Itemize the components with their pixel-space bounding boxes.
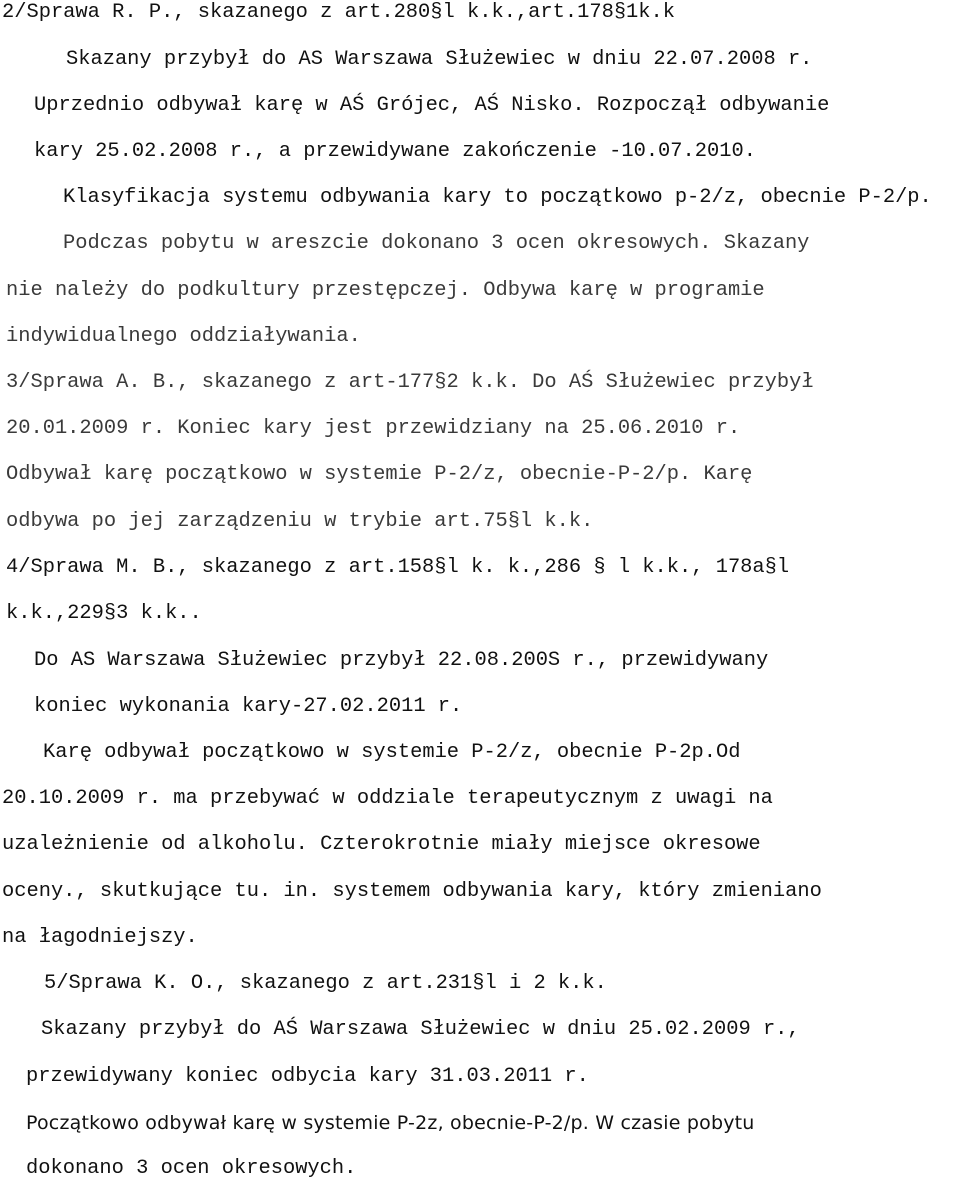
line-11: Odbywał karę początkowo w systemie P-2/z, obecnie-P-2/p. Karę xyxy=(6,463,753,486)
line-26: dokonano 3 ocen okresowych. xyxy=(26,1157,357,1180)
line-13: 4/Sprawa M. B., skazanego z art.158§l k. k.,286 § l k.k., 178a§l xyxy=(6,556,790,579)
line-17: Karę odbywał początkowo w systemie P-2/z, obecnie P-2p.Od xyxy=(43,741,741,764)
line-6: Podczas pobytu w areszcie dokonano 3 ocen okresowych. Skazany xyxy=(63,232,810,255)
line-14: k.k.,229§3 k.k.. xyxy=(6,602,202,625)
line-23: Skazany przybył do AŚ Warszawa Służewiec w dniu 25.02.2009 r., xyxy=(41,1018,800,1041)
line-24: przewidywany koniec odbycia kary 31.03.2011 r. xyxy=(26,1065,589,1088)
line-1: 2/Sprawa R. P., skazanego z art.280§l k.k.,art.178§1k.k xyxy=(2,1,676,24)
line-15: Do AS Warszawa Służewiec przybył 22.08.200S r., przewidywany xyxy=(34,649,769,672)
line-18: 20.10.2009 r. ma przebywać w oddziale terapeutycznym z uwagi na xyxy=(2,787,773,810)
line-3: Uprzednio odbywał karę w AŚ Grójec, AŚ Nisko. Rozpoczął odbywanie xyxy=(34,94,830,117)
line-12: odbywa po jej zarządzeniu w trybie art.75§l k.k. xyxy=(6,510,594,533)
line-25: Początkowo odbywał karę w systemie P-2z, obecnie-P-2/p. W czasie pobytu xyxy=(26,1112,755,1134)
line-20: oceny., skutkujące tu. in. systemem odbywania kary, który zmieniano xyxy=(2,880,822,903)
line-22: 5/Sprawa K. O., skazanego z art.231§l i 2 k.k. xyxy=(44,972,607,995)
line-4: kary 25.02.2008 r., a przewidywane zakończenie -10.07.2010. xyxy=(34,140,756,163)
line-9: 3/Sprawa A. B., skazanego z art-177§2 k.k. Do AŚ Służewiec przybył xyxy=(6,371,814,394)
line-21: na łagodniejszy. xyxy=(2,926,198,949)
line-19: uzależnienie od alkoholu. Czterokrotnie miały miejsce okresowe xyxy=(2,833,761,856)
line-2: Skazany przybył do AS Warszawa Służewiec w dniu 22.07.2008 r. xyxy=(66,48,813,71)
line-16: koniec wykonania kary-27.02.2011 r. xyxy=(34,695,463,718)
line-5: Klasyfikacja systemu odbywania kary to początkowo p-2/z, obecnie P-2/p. xyxy=(63,186,932,209)
line-8: indywidualnego oddziaływania. xyxy=(6,325,361,348)
line-10: 20.01.2009 r. Koniec kary jest przewidziany na 25.06.2010 r. xyxy=(6,417,741,440)
line-7: nie należy do podkultury przestępczej. Odbywa karę w programie xyxy=(6,279,765,302)
